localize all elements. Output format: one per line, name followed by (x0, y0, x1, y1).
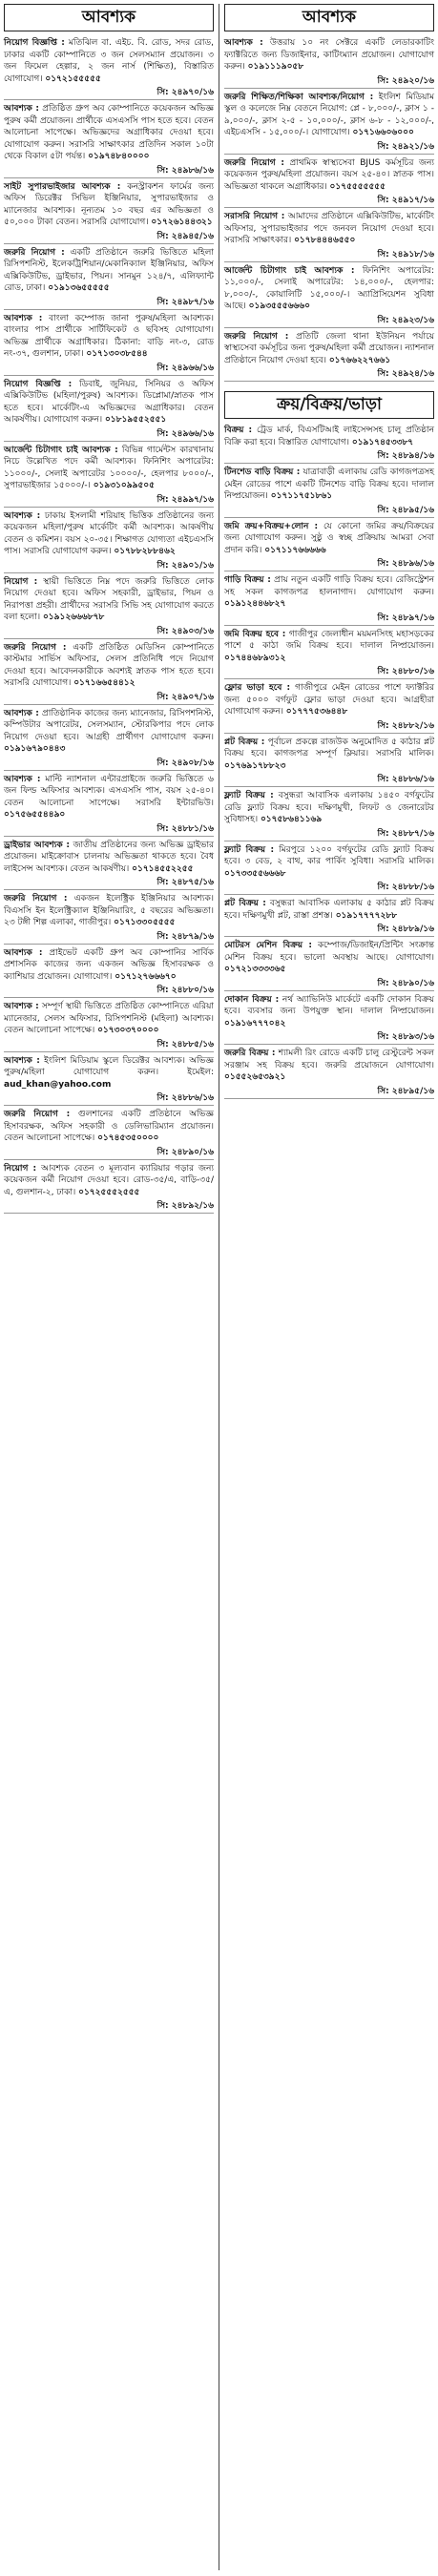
ad-code: সি: ২৪৮৮১/১৬ (4, 823, 214, 837)
classified-ad (224, 92, 434, 141)
ad-heading: ড্রাইভার আবশ্যক : (4, 840, 70, 850)
classified-ad (224, 790, 434, 828)
ad-heading: ফ্ল্যাট বিক্রয় : (224, 844, 275, 855)
ad-contact: ০১৭৪৪৬৮৯৩১২ (224, 653, 286, 663)
ad-code: সি: ২৪৯২৩/১৬ (224, 315, 434, 328)
ad-body: শ্যামলী রিং রোডে একটি চালু রেস্টুরেন্ট সকল সরঞ্জাম সহ বিক্রয় হবে। জরুরি প্রয়োজনে যোগাযোগ। (224, 1049, 434, 1070)
ad-code: সি: ২৪৮৮০/১৬ (224, 666, 434, 679)
ad-code: সি: ২৪৯২৪/১৬ (224, 368, 434, 382)
ad-code: সি: ২৪৮৮২/১৬ (224, 720, 434, 734)
ad-contact: ০১৯১৭৭৭৭২৮৮ (335, 910, 398, 921)
classified-ad (224, 737, 434, 775)
ad-body: যে কোনো জমির ক্রয়/বিক্রয়ের জন্য যোগাযোগ করুন। সুষ্ঠু ও স্বচ্ছ প্রক্রিয়ায় আমরা সেবা প্রদান করি। (224, 521, 434, 555)
ad-body: আবশ্যক বেতন ৩ মূল্যবান ক্যারিয়ার গড়ার জন্য কয়েকজন কর্মী নিয়োগ দেওয়া হবে। রোড-৩৫/এ, বাড়ি-৩৫/এ, গুলশান-২, ঢাকা। (4, 1163, 214, 1197)
ad-body: জাতীয় প্রতিষ্ঠানের জন্য অভিজ্ঞ ড্রাইভার প্রয়োজন। মাইক্রোবাস চালনায় অভিজ্ঞতা থাকতে হবে। বৈধ লাইসেন্স আবশ্যক। বেতন আকর্ষণীয়। (4, 840, 215, 874)
ad-heading: জরুরি বিক্রয় : (224, 1049, 276, 1058)
ad-contact: ০১৭১২৭৬৬৬৭০ (115, 971, 177, 982)
ad-body: ট্রেড মার্ক, বিএসটিআই লাইসেন্সসহ চালু প্রতিষ্ঠান বিক্রি করা হবে। বিস্তারিত যোগাযোগ। (224, 426, 434, 447)
ad-contact: ০১৭১৩০৩৮৫৪৪ (86, 349, 148, 359)
ad-body: প্রাথমিক স্বাস্থ্যসেবা BJUS কর্মসূচির জন্য কয়েকজন পুরুষ/মহিলা প্রয়োজন। বয়স ২৫-৪০। স্নাতক পাস। অভিজ্ঞতা থাকলে অগ্রাধিকার। (224, 157, 434, 192)
ad-heading: প্লট বিক্রয় : (224, 899, 266, 908)
ad-code: সি: ২৪৮৮৭/১৬ (224, 828, 434, 841)
ad-body: ফিনিশিং অপারেটর: ১১,০০০/-, সেলাই অপারেটর: ১৪,০০০/-, হেলপার: ৮,০০০/-, কোয়ালিটি ১৫,০০০/-। অ্যাপ্রিসিয়েশন সুবিধা আছে। (224, 265, 434, 311)
ad-heading: জরুরি শিক্ষিত/শিক্ষিকা আবশ্যক/নিয়োগ : (224, 92, 374, 102)
ad-heading: টিনশেড বাড়ি বিক্রয় : (224, 467, 301, 477)
ad-code: সি: ২৪৯৮৭/১৬ (4, 297, 214, 310)
ad-code: সি: ২৪৮৯০/১৬ (224, 978, 434, 991)
ad-heading: নিয়োগ বিজ্ঞপ্তি : (4, 379, 73, 389)
ad-contact: ০১৭১৬৬০৬০০০ (352, 128, 414, 137)
ad-body: সম্পূর্ণ স্থায়ী ভিত্তিতে প্রতিষ্ঠিত কোম্পানিতে এরিয়া ম্যানেজার, সেলস অফিসার, রিসিপশনিস্ট (মহিলা) আবশ্যক। বেতন আলোচনা সাপেক্ষে। (4, 1002, 214, 1035)
ad-code: সি: ২৪৮৯০/১৬ (4, 1147, 214, 1160)
ad-body: ডিবাই, জুনিয়র, সিনিয়র ও অফিস এক্সিকিউটিভ (মহিলা/পুরুষ) আবশ্যক। ডিপ্লোমা/স্নাতক পাস হতে হবে। মার্কেটিং-এ অভিজ্ঞদের অগ্রাধিকার। বেতন আকর্ষণীয়। যোগাযোগ করুন। (4, 379, 214, 425)
classified-ad (4, 313, 214, 363)
ad-heading: জরুরি নিয়োগ : (4, 642, 67, 653)
classified-ad (4, 1109, 214, 1147)
ad-code: সি: ২৪৮৯৩/১৬ (224, 1031, 434, 1045)
ad-heading: আর্জেন্ট চিটাগাং চাই আবশ্যক : (4, 445, 118, 455)
ad-contact: ০১৭৮৪৪৪৬৫৫০ (294, 236, 356, 245)
ad-heading: আবশ্যক : (4, 1055, 40, 1066)
ad-body: প্রাতিষ্ঠানিক কাজের জন্য ম্যানেজার, রিসিপশনিস্ট, কম্পিউটার অপারেটর, সেলসম্যান, স্টোরকিপার পদে লোক নিয়োগ দেওয়া হবে। আগ্রহী প্রার্থীগণ যোগাযোগ করুন। (4, 708, 214, 742)
ad-contact: ০১৭১৪৫৫২২৫৫ (132, 863, 194, 874)
ad-body: ইংলিশ মিডিয়াম স্কুলে ডিরেক্টর আবশ্যক। অভিজ্ঞ পুরুষ/মহিলা যোগাযোগ করুন। ইমেইল: (4, 1055, 214, 1077)
ad-heading: জরুরি নিয়োগ : (4, 894, 68, 904)
ad-code: সি: ২৪৮৯৬/১৬ (224, 558, 434, 571)
ad-heading: আবশ্যক : (4, 1002, 39, 1011)
ad-heading: আবশ্যক : (4, 313, 43, 323)
ad-body: গাজীপুর জেলাধীন ময়মনসিংহ মহাসড়কের পাশে ৫ কাঠা জমি বিক্রয় হবে। দালাল নিষ্প্রয়োজন। (224, 629, 434, 651)
ad-code: সি: ২৪৯৮৬/১৬ (4, 165, 214, 178)
classified-ad (224, 682, 434, 720)
ad-heading: জরুরি নিয়োগ : (4, 247, 65, 258)
ad-heading: আবশ্যক : (4, 104, 39, 114)
ad-contact: ০১৮১৯৫৫২৫৫১ (104, 415, 167, 425)
ad-heading: গাড়ি বিক্রয় : (224, 575, 271, 585)
ad-contact: ০১৭৬৬২২৭৬৬১ (328, 355, 391, 365)
ad-contact: ০১৯৩১০৯৯৫০৫ (93, 481, 155, 490)
ad-contact: ০১৯১৩৬৫৫৫৫৫ (48, 283, 110, 293)
ad-contact: ০১৭৩৩৫৫৬৬৬৮ (224, 868, 286, 879)
ad-code: সি: ২৪৯২০/১৬ (224, 75, 434, 89)
classified-ad (4, 1055, 214, 1093)
ad-body: মতিঝিল বা. এইচ. বি. রোড, সদর রোড, ঢাকার একটি কোম্পানিতে ৩ জন সেলসম্যান প্রয়োজন। ৩ জন ফিমেল হেল্পার, ২ জন নার্স (শিক্ষিত), বিস্তারিত যোগাযোগ। (4, 38, 214, 84)
ad-heading: প্লট বিক্রয় : (224, 737, 265, 747)
ad-code: সি: ২৪৯৬৬/১৬ (4, 428, 214, 442)
ad-heading: জমি ক্রয়+বিক্রয়+লোন : (224, 521, 319, 531)
ad-body: মাল্টি ন্যাশনাল এন্টারপ্রাইজে জরুরি ভিত্তিতে ৬ জন ফিল্ড অফিসার আবশ্যক। এসএসসি পাস, বয়স ২৫-৪০। বেতন আলোচনা সাপেক্ষে। সরাসরি ইন্টারভিউ। (4, 774, 214, 808)
ad-body: কম্পোজ/ডিজাইন/প্রিন্টিং সংক্রান্ত মেশিন বিক্রয় হবে। ভালো অবস্থায় আছে। যোগাযোগ। (224, 941, 434, 963)
ad-code: সি: ২৪৮৯৪/১৬ (224, 450, 434, 464)
ad-code: সি: ২৪৯০৭/১৬ (4, 692, 214, 705)
ad-contact: ০১৭১৬৬৫৪৪১২ (73, 678, 136, 688)
ad-body: ইংলিশ মিডিয়াম স্কুল ও কলেজে নিম্ন বেতনে নিয়োগ: প্লে - ৮,০০০/-, ক্লাস ১ - ৯,০০০/-, ক্লাস ২-৫ - ১০,০০০/-, ক্লাস ৬-৮ - ১২,০০০/-, এইচএসসি - ১৫,০০০/-। যোগাযোগ। (224, 92, 435, 137)
classified-ad (224, 265, 434, 315)
ad-body: স্থায়ী ভিত্তিতে নিম্ন পদে জরুরি ভিত্তিতে লোক নিয়োগ দেওয়া হবে। অফিস সহকারী, ড্রাইভার, পিয়ন ও নিরাপত্তা প্রহরী। প্রার্থীদের সরাসরি সিভি সহ যোগাযোগ করতে বলা হলো। (4, 576, 214, 622)
ad-heading: নিয়োগ বিজ্ঞপ্তি : (4, 38, 65, 48)
ad-contact: ০১৭১৩৩০৫৫৫৫ (114, 918, 176, 927)
ad-contact: ০১৭৫৫৫৫৫৫৫ (329, 181, 386, 192)
ad-body: আমাদের প্রতিষ্ঠানে এক্সিকিউটিভ, মার্কেটিং অফিসার, সুপারভাইজার পদে জনবল নিয়োগ দেওয়া হবে। সরাসরি সাক্ষাৎকার। (224, 212, 435, 245)
ad-contact: ০১৯৩৫৫৫৬৬৬০ (248, 301, 310, 311)
classified-ad (4, 1163, 214, 1201)
ad-heading: দোকান বিক্রয় : (224, 994, 280, 1005)
ad-body: মিরপুরে ১২০০ বর্গফুটের রেডি ফ্ল্যাট বিক্রয় হবে। ৩ বেড, ২ বাথ, কার পার্কিং সুবিধা। সরাসরি মালিক। (224, 844, 434, 866)
ad-body: কনস্ট্রাকশন ফার্মের জন্য অফিস ডিরেক্টর সিভিল ইঞ্জিনিয়ার, সুপারভাইজার ও ম্যানেজার আবশ্যক। নূন্যতম ১০ বছর এর অভিজ্ঞতা ও ৫০,০০০ টাকা বেতন। সরাসরি যোগাযোগ। (4, 181, 214, 227)
ad-body: বসুন্ধরা আবাসিক এলাকায় ১৪৫০ বর্গফুটের রেডি ফ্ল্যাট বিক্রয় হবে। দক্ষিণমুখী, লিফট ও জেনারেটর সুবিধাসহ। (224, 791, 434, 824)
ad-body: বাংলা কম্পোজ জানা পুরুষ/মহিলা আবশ্যক। বাংলার পাস প্রার্থীকে সার্টিফিকেট ও ছবিসহ যোগাযোগ। অভিজ্ঞ প্রার্থীকে অগ্রাধিকার। ঠিকানা: বাড়ি নং-৩, রোড নং-৩৭, গুলশান, ঢাকা। (4, 313, 214, 359)
ad-code: সি: ২৪৮৮৫/১৬ (4, 1039, 214, 1052)
ad-heading: আবশ্যক : (4, 774, 41, 784)
ad-code: সি: ২৪৯০১/১৬ (4, 560, 214, 573)
ad-heading: আবশ্যক : (4, 510, 41, 521)
classified-ad (4, 37, 214, 87)
left-entries-list (4, 37, 214, 1214)
ad-heading: নিয়োগ : (4, 1163, 37, 1174)
ad-contact: ০১৯১৬৭৭৭০৪২ (224, 1018, 286, 1028)
left-column (4, 4, 214, 1216)
classified-ad (4, 379, 214, 428)
ad-heading: মোটরস মেশিন বিক্রয় : (224, 941, 312, 950)
classified-ad (4, 103, 214, 165)
ad-body: ঢাকায় ইসলামী শরিয়াহ ভিত্তিক প্রতিষ্ঠানের জন্য কয়েকজন মহিলা/পুরুষ মার্কেটিং কর্মী আবশ্যক। আকর্ষণীয় বেতন ও কমিশন। বয়স ২০-৩৫। শিক্ষাগত যোগ্যতা এইচএসসি পাস। সরাসরি যোগাযোগ করুন। (4, 510, 214, 556)
classified-ad (4, 893, 214, 931)
ad-contact: ০১৭৪৫৩৫০০০০ (97, 1133, 159, 1143)
ad-contact: ০১৭৮৮২৮৮৪৬২ (114, 547, 176, 556)
classified-ad (4, 445, 214, 494)
ad-heading: ফ্ল্যাট বিক্রয় : (224, 791, 274, 800)
classified-ad (224, 994, 434, 1032)
ad-contact: ০১৭৩০৩৭০০০০ (97, 1026, 159, 1035)
ad-code: সি: ২৪৯৭০/১৬ (4, 87, 214, 100)
ad-heading: ফ্লোর ভাড়া হবে : (224, 683, 291, 693)
ad-contact: ০১৫৫২৬৫৩৯২১ (224, 1072, 286, 1082)
ad-contact: ০১৭৭৭৫৩৬৪৪৮ (285, 707, 348, 717)
ad-body: একটি প্রতিষ্ঠানে জরুরি ভিত্তিতে মহিলা রিসিপশনিস্ট, ইলেকট্রিশিয়ান/মেকানিক্যাল ইঞ্জিনিয়ার, অফিস এক্সিকিউটিভ, ড্রাইভার, পিয়ন। সানমুন ১২৪/৭, এলিফ্যান্ট রোড, ঢাকা। (4, 247, 214, 293)
ad-code: সি: ২৪৮৯২/১৬ (4, 1200, 214, 1214)
ad-heading: বিক্রয় : (224, 426, 253, 435)
classified-ad (4, 840, 214, 878)
ad-contact: ০১৯১২৪৪৬৮২৭ (224, 599, 286, 609)
ad-body: একটি প্রতিষ্ঠিত মেডিসিন কোম্পানিতে কাস্টমার সার্ভিস অফিসার, সেলস প্রতিনিধি পদে নিয়োগ দেওয়া হবে। আবেদনকারীকে অবশ্যই স্নাতক পাস হতে হবে। সরাসরি যোগাযোগ। (4, 642, 214, 688)
ad-heading: সরাসরি নিয়োগ : (224, 212, 285, 221)
ad-body: নর্থ অ্যাভিনিউ মার্কেটে একটি দোকান বিক্রয় হবে। ব্যবসার জন্য উপযুক্ত স্থান। দালাল নিষ্প্রয়োজন। (224, 994, 434, 1016)
classified-ad (224, 211, 434, 249)
classified-ad (224, 574, 434, 613)
ad-contact: ০১৭১১৭৫১৮৬১ (270, 491, 333, 501)
ad-heading: আবশ্যক : (4, 708, 39, 718)
ad-contact: ০১৭২৫৫৫২৫৫৫ (78, 1187, 140, 1197)
classified-ad (224, 940, 434, 978)
classified-ad (4, 774, 214, 823)
ad-heading: সাইট সুপারভাইজার আবশ্যক : (4, 181, 121, 192)
ad-heading: আবশ্যক : (4, 947, 43, 958)
ad-heading: নিয়োগ : (4, 576, 38, 587)
ad-code: সি: ২৪৮৯৫/১৬ (224, 1086, 434, 1099)
ad-code: সি: ২৪৮৮৬/১৬ (224, 774, 434, 787)
ad-body: যাত্রাবাড়ী এলাকায় রেডি কাগজপত্রসহ মেইন রোডের পাশে একটি টিনশেড বাড়ি বিক্রয় হবে। দালাল নিষ্প্রয়োজন। (224, 467, 434, 501)
classified-ad (224, 331, 434, 369)
ad-code: সি: ২৪৮৭৯/১৬ (4, 931, 214, 945)
right-column (224, 4, 434, 1102)
ad-contact: ০১৭৫৬৫৫৪৪৯০ (4, 810, 66, 820)
ad-heading: আবশ্যক : (224, 38, 263, 48)
ad-body: প্রতিষ্ঠিত গ্রুপ অব কোম্পানিতে কয়েকজন অভিজ্ঞ পুরুষ কর্মী প্রয়োজন। প্রার্থীকে এসএসসি পাস হতে হবে। বেতন আলোচনা সাপেক্ষে। অভিজ্ঞদের অগ্রাধিকার দেওয়া হবে। যোগাযোগ করুন। সরাসরি সাক্ষাৎকার প্রতিদিন সকাল ১০টা থেকে বিকাল ৫টা পর্যন্ত। (4, 104, 214, 161)
ad-heading: জমি বিক্রয় হবে : (224, 629, 286, 639)
ad-contact: ০১৯১১১৯০৫৮ (247, 62, 304, 72)
ad-code: সি: ২৪৯০৩/১৬ (4, 626, 214, 639)
ad-code: সি: ২৪৯১৭/১৬ (224, 195, 434, 208)
ad-contact: ০১৭২১৩৩৩৩৬৫ (224, 965, 286, 974)
buy-sell-rent-list (224, 425, 434, 1099)
buy-sell-rent-header: ক্রয়/বিক্রয়/ভাড়া (224, 391, 434, 419)
classified-ad (4, 510, 214, 560)
ad-code: সি: ২৪৯৯৭/১৬ (4, 494, 214, 508)
ad-code: সি: ২৪৮৯৫/১৬ (224, 505, 434, 518)
ad-contact: ০১৯১৬৭৯০৪৪৩ (4, 744, 66, 754)
classified-ad (4, 642, 214, 692)
ad-body: বিভিন্ন গার্মেন্টস কারখানায় নিচে উল্লেখিত পদে কর্মী আবশ্যক। ফিনিশিং অপারেটর: ১১০০০/-, সেলাই অপারেটর ১০০০০/-, হেলপার ৮০০০/-, সুপারভাইজার ১৫০০০/-। (4, 445, 214, 490)
classified-ad (224, 844, 434, 883)
classified-ad (224, 425, 434, 450)
ad-body: গাজীপুরে মেইন রোডের পাশে ফ্যাক্টরির জন্য ৫০০০ বর্গফুট ফ্লোর ভাড়া দেওয়া হবে। আগ্রহীরা যোগাযোগ করুন। (224, 683, 434, 717)
ad-contact: ০১৯১৭৪৫৩৩৮৭ (351, 437, 414, 447)
ad-code: সি: ২৪৯৬৬/১৬ (4, 363, 214, 376)
ad-code: সি: ২৪৯১৮/১৬ (224, 249, 434, 262)
ad-heading: জরুরি নিয়োগ : (224, 157, 284, 168)
classified-ad (4, 1001, 214, 1039)
ad-contact: ০১৭১১৭৬৬৬৬৬ (264, 545, 326, 555)
ad-code: সি: ২৪৮৮৮/১৬ (224, 882, 434, 895)
classified-ad (224, 629, 434, 667)
ad-heading: জরুরি নিয়োগ : (224, 331, 289, 342)
ad-body: বসুন্ধরা আবাসিক এলাকায় ৫ কাঠার প্লট বিক্রয় হবে। দক্ষিণমুখী প্লট, রাস্তা প্রশস্ত। (224, 899, 434, 921)
ad-code: সি: ২৪৮৮৯/১৬ (224, 924, 434, 937)
classified-ad (224, 1048, 434, 1086)
ad-body: পূর্বাচল প্রকল্পে রাজউক অনুমোদিত ৫ কাঠার প্লট বিক্রয় হবে। কাগজপত্র সম্পূর্ণ ক্লিয়ার। সরাসরি মালিক। (224, 737, 434, 758)
ad-code: সি: ২৪৮৭৫/১৬ (4, 877, 214, 890)
ad-code: সি: ২৪৯২১/১৬ (224, 141, 434, 155)
ad-heading: আর্জেন্ট চিটাগাং চাই আবশ্যক : (224, 265, 355, 276)
ad-contact: ০১৭৬৯১৭৮৮২৩ (224, 760, 286, 771)
classified-ad (224, 467, 434, 505)
ad-contact: ০১৭৫৮৬৪১১৬৯ (260, 815, 323, 824)
classified-ad (4, 576, 214, 626)
ad-contact: ০১৭২৬১৪৪৩২১ (151, 218, 213, 227)
right-section-header: আবশ্যক (224, 4, 434, 31)
ad-body: একজন ইলেক্ট্রিক ইঞ্জিনিয়ার আবশ্যক। বিএসসি ইন ইলেক্ট্রিক্যাল ইঞ্জিনিয়ারিং, ৫ বছরের অভিজ্ঞতা। ২৩ টঙ্গী শিল্প এলাকা, গাজীপুর। (4, 894, 214, 927)
ad-body: উত্তরায় ১০ নং সেক্টরে একটি লেডারকাটিং ফ্যাক্টরিতে জন্য ডিজাইনার, কাটিংম্যান প্রয়োজন। যোগাযোগ করুন। (224, 38, 434, 72)
classified-ad (224, 157, 434, 196)
ad-heading: জরুরি নিয়োগ : (4, 1110, 71, 1119)
classified-ad (4, 708, 214, 758)
classified-ad (224, 898, 434, 924)
ad-body: গুলশানের একটি প্রতিষ্ঠানে অভিজ্ঞ হিসাবরক্ষক, অফিস সহকারী ও ডেলিভারিম্যান প্রয়োজন। বেতন আলোচনা সাপেক্ষে। (4, 1110, 214, 1143)
ad-body: প্রায় নতুন একটি গাড়ি বিক্রয় হবে। রেজিস্ট্রেশন সহ সকল কাগজপত্র হালনাগাদ। যোগাযোগ করুন। (224, 575, 434, 597)
classified-ad (4, 247, 214, 297)
ad-code: সি: ২৪৮৮৬/১৬ (4, 1092, 214, 1106)
ad-code: সি: ২৪৮৯৭/১৬ (224, 613, 434, 626)
left-section-header: আবশ্যক (4, 4, 214, 31)
classified-ad (4, 181, 214, 231)
ad-code: সি: ২৪৯০৮/১৬ (4, 758, 214, 771)
right-entries-list (224, 37, 434, 382)
ad-contact: ০১৯১২৬৬৬৮৭৮ (42, 613, 105, 622)
classified-ad (224, 37, 434, 75)
ad-body: প্রাইভেট একটি গ্রুপ অব কোম্পানির সার্বিক প্রশাসনিক কাজের জন্য একজন অভিজ্ঞ হিসাবরক্ষক ও ক্যাশিয়ার প্রয়োজন। যোগাযোগ। (4, 947, 214, 982)
classified-ad (224, 521, 434, 559)
ad-contact: ০১৭২১৫৫৫৫৫ (45, 73, 101, 84)
ad-code: সি: ২৪৯৪৫/১৬ (4, 231, 214, 244)
ad-contact: aud_khan@yahoo.com (4, 1079, 112, 1090)
ad-code: সি: ২৪৮৮০/১৬ (4, 985, 214, 998)
ad-body: প্রতিটি জেলা থানা ইউনিয়ন পর্যায়ে স্বাস্থ্যসেবা কর্মসূচির জন্য পুরুষ/মহিলা কর্মী প্রয়োজন। ন্যাশনাল প্রতিষ্ঠানে নিয়োগ দেওয়া হবে। (224, 331, 434, 365)
ad-contact: ০১৯৭৪৮৪০০০০ (88, 152, 150, 161)
classified-ad (4, 947, 214, 986)
